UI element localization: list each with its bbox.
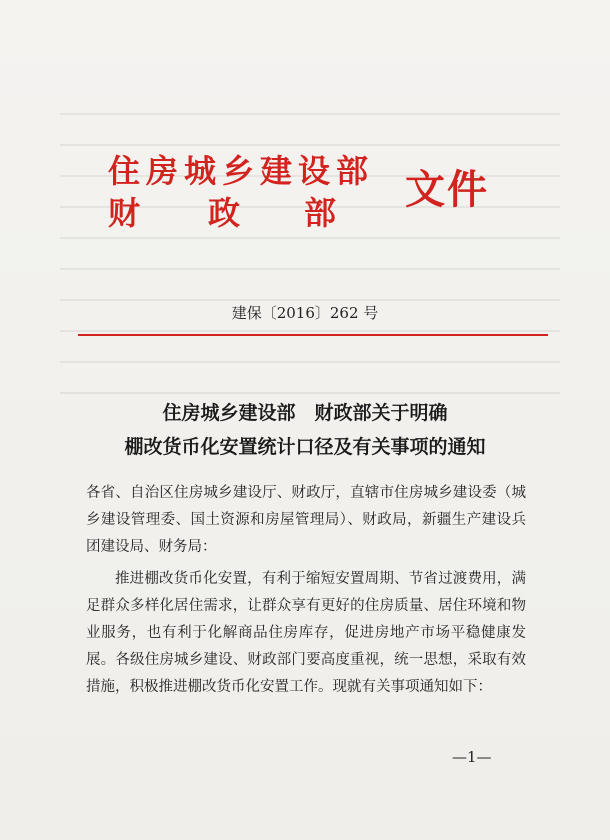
issuer-char: 财 xyxy=(108,194,141,232)
document-number: 建保〔2016〕262 号 xyxy=(231,304,379,322)
issuer-char: 部 xyxy=(304,194,337,232)
issuer-char: 政 xyxy=(208,194,241,232)
red-divider xyxy=(78,334,548,336)
document-label-wenjian: 文件 xyxy=(405,166,489,213)
title-line-1: 住房城乡建设部 财政部关于明确 xyxy=(162,402,448,424)
issuer-ministry-housing: 住房城乡建设部 xyxy=(108,152,375,190)
page-number: —1— xyxy=(452,748,492,766)
bleed-through-texture xyxy=(60,95,560,395)
title-line-2: 棚改货币化安置统计口径及有关事项的通知 xyxy=(124,436,486,458)
body-paragraph: 推进棚改货币化安置，有利于缩短安置周期、节省过渡费用，满足群众多样化居住需求，让群众享有更好的住房质量、居住环境和物业服务，也有利于化解商品住房库存，促进房地产市场平稳健康发展。各级住房城乡建设、财政部门要高度重视，统一思想，采取有效措施，积极推进棚改货币化安置工作。现就有关事项通知如下： xyxy=(86,571,526,695)
addressees: 各省、自治区住房城乡建设厅、财政厅，直辖市住房城乡建设委（城乡建设管理委、国土资源和房屋管理局）、财政局，新疆生产建设兵团建设局、财务局： xyxy=(86,485,526,555)
